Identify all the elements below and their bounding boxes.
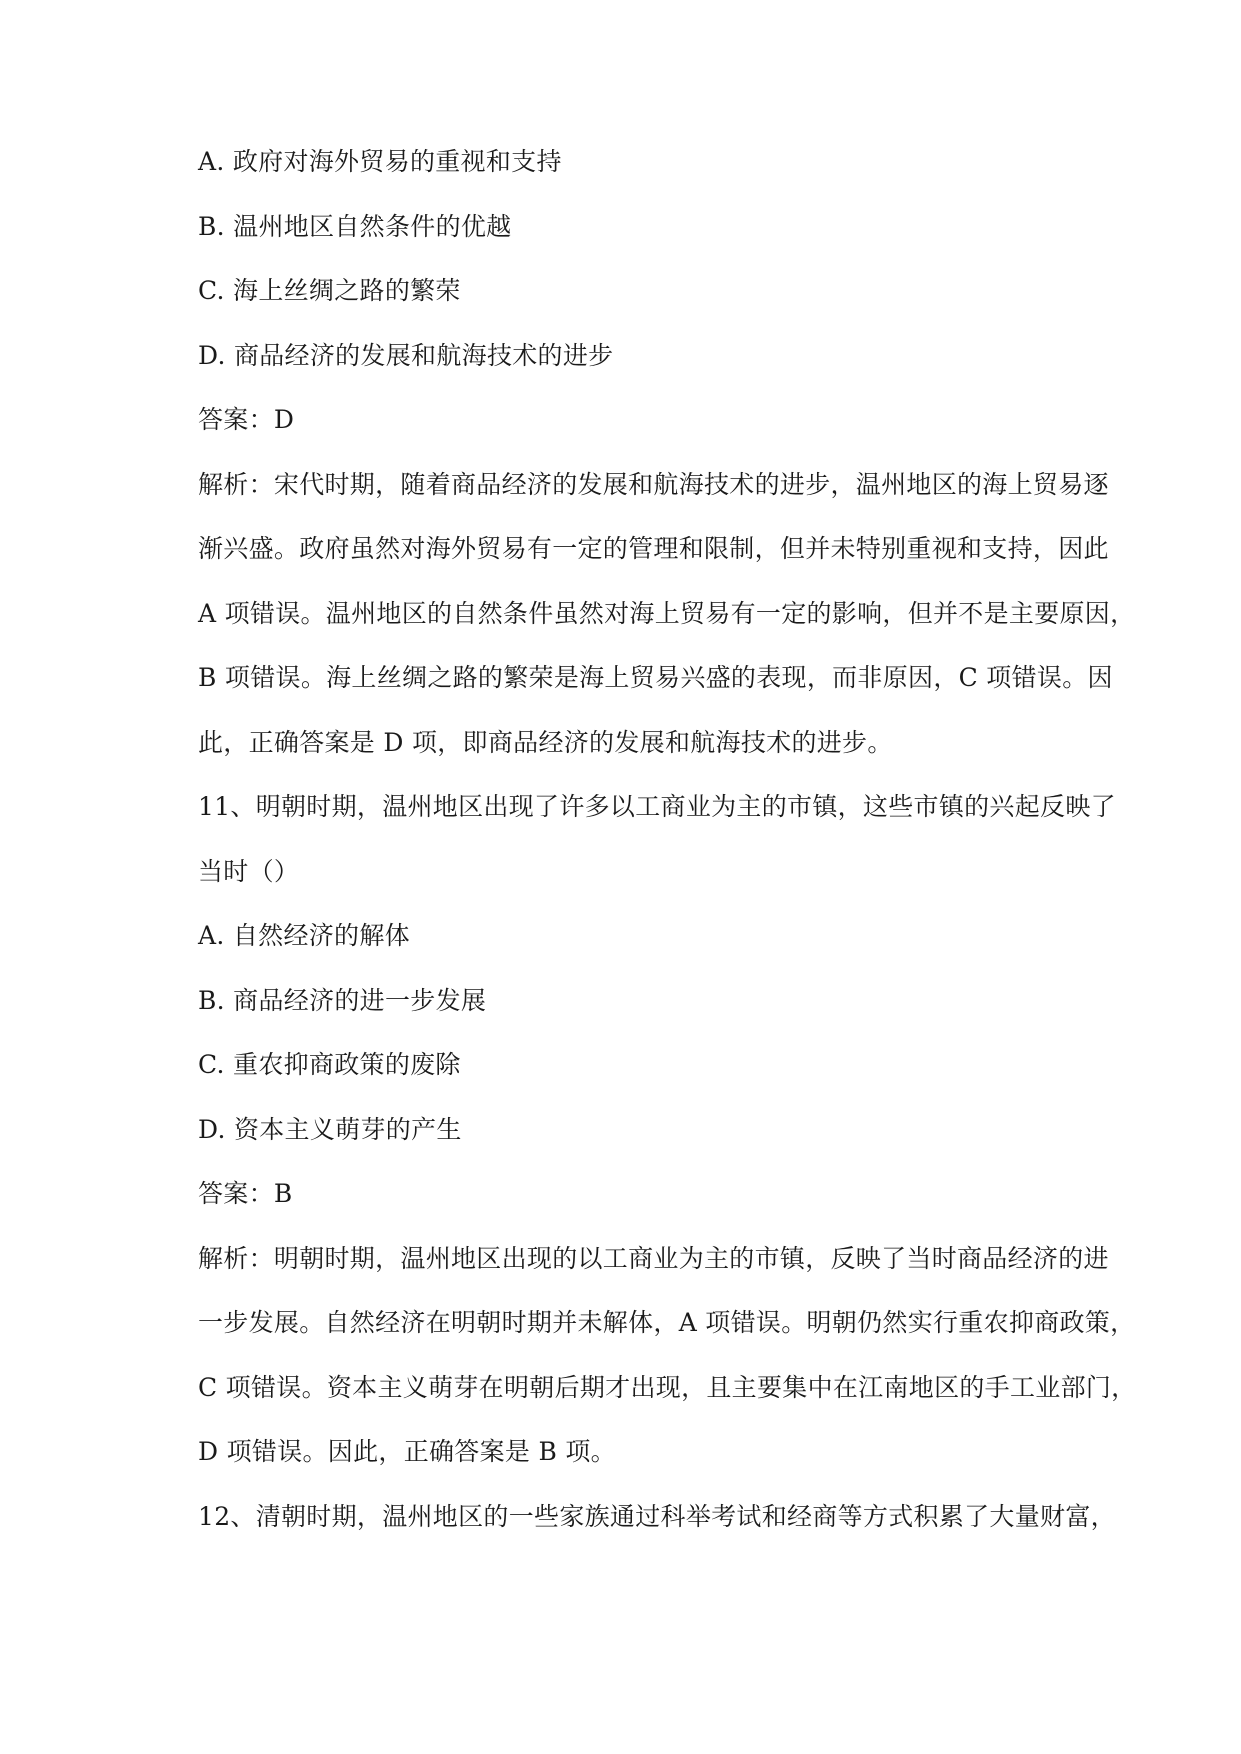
analysis-line: 解析：宋代时期，随着商品经济的发展和航海技术的进步，温州地区的海上贸易逐 <box>198 469 1109 499</box>
question-text: 11、明朝时期，温州地区出现了许多以工商业为主的市镇，这些市镇的兴起反映了 <box>198 792 1116 821</box>
option-a: A. 自然经济的解体 <box>198 921 410 950</box>
analysis-line: C 项错误。资本主义萌芽在明朝后期才出现，且主要集中在江南地区的手工业部门， <box>198 1372 1137 1402</box>
question-text: 12、清朝时期，温州地区的一些家族通过科举考试和经商等方式积累了大量财富， <box>198 1501 1116 1531</box>
analysis-line: 解析：明朝时期，温州地区出现的以工商业为主的市镇，反映了当时商品经济的进 <box>198 1243 1109 1273</box>
option-b: B. 商品经济的进一步发展 <box>198 985 487 1015</box>
option-b: B. 温州地区自然条件的优越 <box>198 211 512 241</box>
analysis-line: D 项错误。因此，正确答案是 B 项。 <box>198 1437 616 1466</box>
option-c: C. 海上丝绸之路的繁荣 <box>198 276 461 305</box>
document-page <box>198 130 1137 1549</box>
analysis-line: 一步发展。自然经济在明朝时期并未解体，A 项错误。明朝仍然实行重农抑商政策， <box>198 1308 1136 1337</box>
option-d: D. 商品经济的发展和航海技术的进步 <box>198 340 614 370</box>
answer-line: 答案：B <box>198 1179 293 1208</box>
analysis-line: A 项错误。温州地区的自然条件虽然对海上贸易有一定的影响，但并不是主要原因， <box>198 598 1136 628</box>
question-11-block <box>198 775 1137 1485</box>
analysis-line: B 项错误。海上丝绸之路的繁荣是海上贸易兴盛的表现，而非原因，C 项错误。因 <box>198 663 1113 692</box>
question-text: 当时（） <box>198 856 300 886</box>
option-d: D. 资本主义萌芽的产生 <box>198 1114 462 1144</box>
analysis-line: 此，正确答案是 D 项，即商品经济的发展和航海技术的进步。 <box>198 727 893 757</box>
answer-line: 答案：D <box>198 405 295 434</box>
option-a: A. 政府对海外贸易的重视和支持 <box>198 147 562 176</box>
question-10-block <box>198 130 1136 775</box>
question-12-block <box>198 1485 1116 1550</box>
analysis-line: 渐兴盛。政府虽然对海外贸易有一定的管理和限制，但并未特别重视和支持，因此 <box>198 534 1109 563</box>
option-c: C. 重农抑商政策的废除 <box>198 1050 461 1079</box>
